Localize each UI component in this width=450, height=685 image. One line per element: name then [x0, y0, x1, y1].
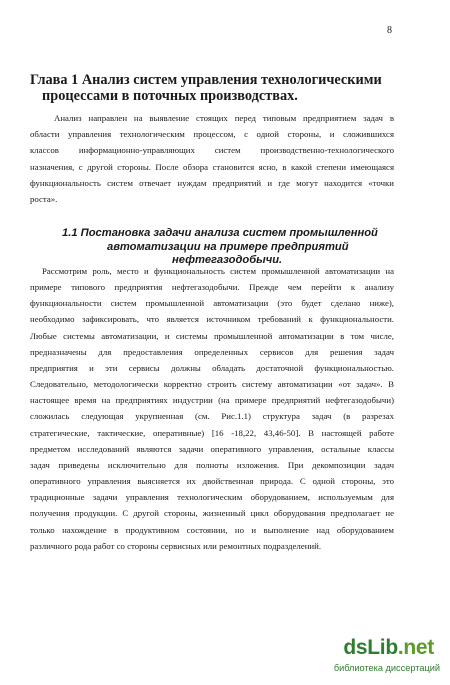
intro-line: Анализ направлен на выявление стоящих перед типовым предприятием задач в [54, 113, 394, 123]
intro-line: классов информационно-управляющих систем производственно-технологического [30, 145, 394, 156]
body-line: необходимо зафиксировать, что является источником требований к функциональности. [30, 314, 394, 325]
body-line: Рассмотрим роль, место и функциональность систем промышленной автоматизации на [42, 266, 394, 276]
watermark-domain: .net [397, 636, 434, 659]
body-line: примере типового предприятия нефтегазодобычи. Прежде чем перейти к анализу [30, 282, 394, 293]
body-line: предприятия и эти сервисы должны обладать достаточной функциональностью. [30, 362, 394, 373]
intro-line: назначения, с другой стороны. После обзора становится ясно, в какой степени имеющаяся [30, 161, 394, 172]
section-title-line-1: 1.1 Постановка задачи анализа систем промышленной [62, 227, 378, 239]
section-title-line-3: нефтегазодобычи. [172, 254, 283, 266]
body-line: сложилась следующая укрупненная (см. Рис.1.1) структура задач (в разрезах [30, 411, 394, 422]
body-line: получения продукции. С другой стороны, жизненный цикл оборудования предполагает не [30, 508, 394, 519]
body-line: предметом исследований являются задачи оперативного управления, остальные классы [30, 443, 394, 454]
section-title [62, 227, 402, 268]
body-line: Следовательно, методологически корректно строить систему автоматизации «от задач». В [30, 379, 394, 390]
watermark-brand-name: dsLib [343, 636, 398, 659]
body-line: настоящее время на предприятиях индустрии (на примере предприятий нефтегазодобычи) [30, 395, 394, 406]
chapter-title-line-1: Глава 1 Анализ систем управления технологическими [30, 72, 382, 88]
body-paragraph [30, 263, 394, 554]
section-title-line-2: автоматизации на примере предприятий [107, 240, 349, 253]
body-line: только нахождение в продуктивном состоянии, но и выполнение над оборудованием [30, 524, 394, 535]
intro-line: области управления технологическим процессом, с одной стороны, и сложившихся [30, 129, 394, 140]
body-line: стратегические, тактические, оперативные) [16 -18,22, 43,46-50]. В настоящей работе [30, 427, 394, 438]
watermark-subtitle: библиотека диссертаций [333, 663, 440, 673]
intro-paragraph [30, 110, 394, 207]
body-line: задач приведены исключительно для полноты изложения. При декомпозиции задач [30, 459, 394, 470]
chapter-title-line-2: процессами в поточных производствах. [42, 88, 298, 104]
body-line: оперативного управления выясняется их двойственная природа. С одной стороны, это [30, 476, 394, 487]
body-line: традиционные задачи управления технологическим оборудованием, используемым для [30, 492, 394, 503]
body-line: Любые системы автоматизации, и системы промышленной автоматизации в том числе, [30, 330, 394, 341]
page-number: 8 [387, 25, 392, 36]
chapter-title [30, 72, 420, 104]
intro-line: функциональность систем отвечает нуждам предприятий и где могут находится «точки [30, 177, 394, 188]
intro-line: роста». [30, 194, 58, 205]
body-line: функциональности систем промышленной автоматизации (это будет сделано ниже), [30, 298, 394, 309]
watermark-brand [343, 636, 434, 660]
body-line: различного рода работ со стороны сервисных или ремонтных подразделений. [30, 540, 322, 551]
body-line: предназначены для предоставления определенных сервисов для решения задач [30, 346, 394, 357]
watermark-logo [316, 636, 440, 676]
